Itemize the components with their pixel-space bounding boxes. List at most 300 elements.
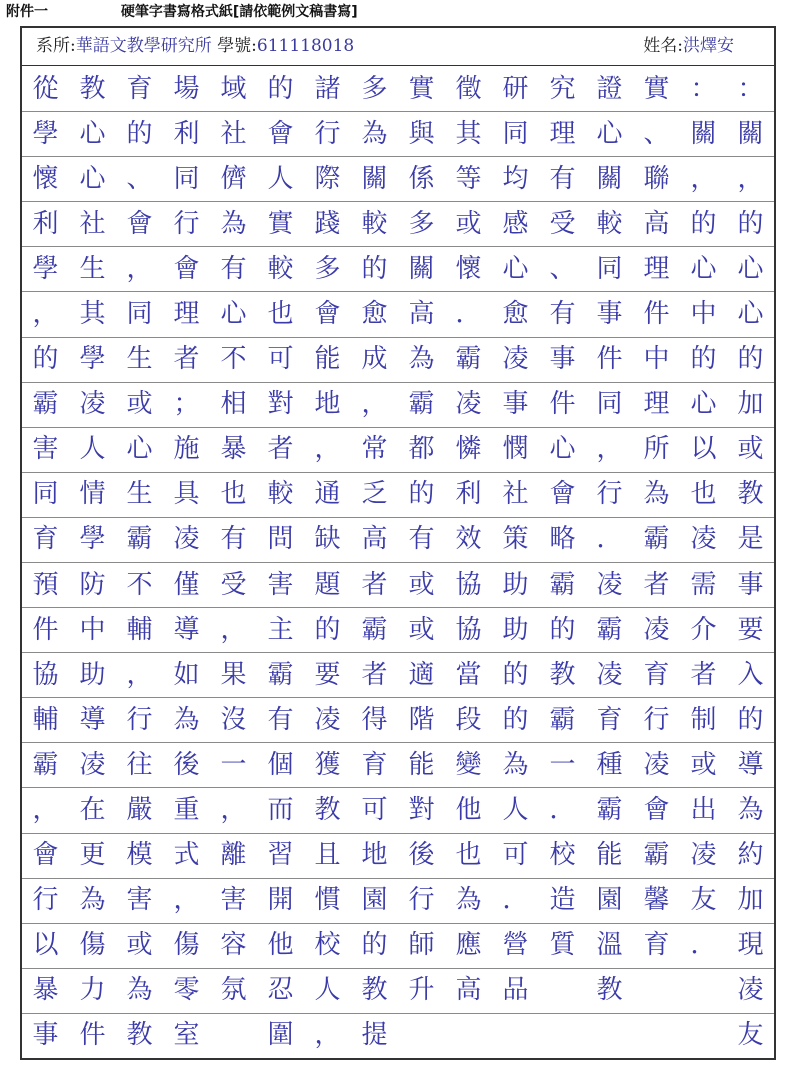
grid-character: ： xyxy=(737,73,764,104)
grid-character: 實 xyxy=(643,73,670,104)
grid-character: 的 xyxy=(361,930,388,961)
grid-character: ： xyxy=(690,73,717,104)
grid-character: 也 xyxy=(220,479,247,510)
grid-character: 加 xyxy=(737,885,764,916)
grid-character: 域 xyxy=(220,73,247,104)
student-id-value: 611118018 xyxy=(256,36,355,56)
grid-character: 圍 xyxy=(267,1020,294,1051)
grid-character: 不 xyxy=(220,344,247,375)
grid-character: ， xyxy=(220,614,247,645)
grid-character: 預 xyxy=(32,569,59,600)
grid-character: 能 xyxy=(596,840,623,871)
grid-character: 件 xyxy=(79,1020,106,1051)
grid-character: 為 xyxy=(455,885,482,916)
grid-character: 研 xyxy=(502,73,529,104)
grid-character: 後 xyxy=(173,749,200,780)
grid-character: 心 xyxy=(549,434,576,465)
grid-character: 、 xyxy=(643,118,670,149)
name-label: 姓名: xyxy=(643,36,683,56)
character-grid xyxy=(22,66,774,1058)
grid-character: 或 xyxy=(126,389,153,420)
grid-character: 凌 xyxy=(173,524,200,555)
grid-character: 當 xyxy=(455,659,482,690)
grid-character: 心 xyxy=(79,118,106,149)
grid-character: 、 xyxy=(549,253,576,284)
grid-character: 且 xyxy=(314,840,341,871)
dept-label: 系所: xyxy=(36,36,76,56)
grid-character: ， xyxy=(361,389,388,420)
grid-character: 階 xyxy=(408,704,435,735)
grid-character: 容 xyxy=(220,930,247,961)
appendix-label: 附件一 xyxy=(6,4,48,20)
grid-character: 利 xyxy=(173,118,200,149)
grid-character: 憫 xyxy=(502,434,529,465)
grid-character: 同 xyxy=(596,389,623,420)
grid-character: 離 xyxy=(220,840,247,871)
grid-character: 凌 xyxy=(690,840,717,871)
grid-character: 從 xyxy=(32,73,59,104)
grid-character: 他 xyxy=(267,930,294,961)
grid-character: 諸 xyxy=(314,73,341,104)
top-note xyxy=(6,0,786,26)
grid-character: 制 xyxy=(690,704,717,735)
grid-character: 行 xyxy=(408,885,435,916)
grid-character: 多 xyxy=(361,73,388,104)
grid-character: 者 xyxy=(361,569,388,600)
grid-character: 理 xyxy=(549,118,576,149)
grid-character: 助 xyxy=(502,614,529,645)
grid-character: 所 xyxy=(643,434,670,465)
grid-character: 感 xyxy=(502,208,529,239)
grid-character: 導 xyxy=(173,614,200,645)
grid-character: 人 xyxy=(267,163,294,194)
grid-character: 育 xyxy=(643,930,670,961)
grid-character: 關 xyxy=(596,163,623,194)
grid-character: 社 xyxy=(79,208,106,239)
grid-character: 會 xyxy=(32,840,59,871)
grid-character: 行 xyxy=(596,479,623,510)
grid-character: 證 xyxy=(596,73,623,104)
grid-character: 等 xyxy=(455,163,482,194)
grid-character: 霸 xyxy=(126,524,153,555)
grid-character: 的 xyxy=(737,344,764,375)
grid-character: 略 xyxy=(549,524,576,555)
grid-character: 其 xyxy=(455,118,482,149)
grid-character: 或 xyxy=(408,614,435,645)
grid-character: 應 xyxy=(455,930,482,961)
grid-character: 教 xyxy=(314,794,341,825)
grid-character: 件 xyxy=(643,298,670,329)
grid-character: ． xyxy=(596,524,623,555)
grid-character: 的 xyxy=(126,118,153,149)
grid-character: 為 xyxy=(502,749,529,780)
grid-character: 暴 xyxy=(32,975,59,1006)
grid-character: 要 xyxy=(737,614,764,645)
grid-character: 為 xyxy=(361,118,388,149)
grid-character: 凌 xyxy=(455,389,482,420)
grid-character: 高 xyxy=(361,524,388,555)
grid-character: 理 xyxy=(643,253,670,284)
grid-character: 懷 xyxy=(32,163,59,194)
grid-character: 實 xyxy=(267,208,294,239)
grid-character: 利 xyxy=(455,479,482,510)
grid-character: 較 xyxy=(267,253,294,284)
grid-character: 施 xyxy=(173,434,200,465)
grid-character: 適 xyxy=(408,659,435,690)
grid-character: 較 xyxy=(596,208,623,239)
grid-character: 成 xyxy=(361,344,388,375)
grid-character: 凌 xyxy=(690,524,717,555)
grid-character: 凌 xyxy=(596,569,623,600)
dept-value: 華語文教學研究所 xyxy=(75,36,212,56)
grid-character: 是 xyxy=(737,524,764,555)
grid-character: 入 xyxy=(737,659,764,690)
grid-character: 協 xyxy=(32,659,59,690)
grid-character: 教 xyxy=(361,975,388,1006)
grid-character: 中 xyxy=(643,344,670,375)
grid-character: 對 xyxy=(267,389,294,420)
grid-character: 害 xyxy=(220,885,247,916)
grid-character: 為 xyxy=(126,975,153,1006)
grid-character: 行 xyxy=(173,208,200,239)
grid-character: 他 xyxy=(455,794,482,825)
grid-character: 社 xyxy=(220,118,247,149)
grid-character: 事 xyxy=(737,569,764,600)
grid-character: 事 xyxy=(549,344,576,375)
grid-character: ， xyxy=(596,434,623,465)
grid-character: 往 xyxy=(126,749,153,780)
grid-character: 凌 xyxy=(314,704,341,735)
grid-character: 以 xyxy=(32,930,59,961)
grid-character: 現 xyxy=(737,930,764,961)
grid-character: 加 xyxy=(737,389,764,420)
grid-character: 為 xyxy=(737,794,764,825)
grid-character: 者 xyxy=(267,434,294,465)
grid-character: 霸 xyxy=(32,749,59,780)
grid-character: 較 xyxy=(361,208,388,239)
grid-character: 園 xyxy=(361,885,388,916)
grid-character: 生 xyxy=(126,344,153,375)
grid-character: 關 xyxy=(737,118,764,149)
grid-character: 要 xyxy=(314,659,341,690)
grid-character: 零 xyxy=(173,975,200,1006)
grid-character: 提 xyxy=(361,1020,388,1051)
grid-character: 主 xyxy=(267,614,294,645)
grid-character: 友 xyxy=(737,1020,764,1051)
grid-character: 中 xyxy=(79,614,106,645)
grid-character: 中 xyxy=(690,298,717,329)
grid-character: 會 xyxy=(267,118,294,149)
grid-character: 為 xyxy=(643,479,670,510)
grid-character: 缺 xyxy=(314,524,341,555)
grid-character: 效 xyxy=(455,524,482,555)
grid-character: 學 xyxy=(79,344,106,375)
grid-character: 懷 xyxy=(455,253,482,284)
grid-character: 或 xyxy=(455,208,482,239)
grid-character: 的 xyxy=(408,479,435,510)
grid-character: 高 xyxy=(408,298,435,329)
grid-character: 升 xyxy=(408,975,435,1006)
grid-character: 在 xyxy=(79,794,106,825)
grid-character: 儕 xyxy=(220,163,247,194)
grid-character: 育 xyxy=(596,704,623,735)
grid-character: 導 xyxy=(79,704,106,735)
grid-character: 理 xyxy=(643,389,670,420)
grid-character: 也 xyxy=(267,298,294,329)
grid-character: 對 xyxy=(408,794,435,825)
grid-character: 憐 xyxy=(455,434,482,465)
grid-character: 導 xyxy=(737,749,764,780)
grid-character: 有 xyxy=(549,298,576,329)
grid-character: ， xyxy=(314,434,341,465)
grid-character: ． xyxy=(549,794,576,825)
grid-character: 地 xyxy=(361,840,388,871)
grid-character: 更 xyxy=(79,840,106,871)
grid-character: 為 xyxy=(408,344,435,375)
grid-character: 獲 xyxy=(314,749,341,780)
grid-character: 害 xyxy=(126,885,153,916)
grid-character: 質 xyxy=(549,930,576,961)
grid-character: 約 xyxy=(737,840,764,871)
grid-character: 可 xyxy=(502,840,529,871)
grid-character: ， xyxy=(220,794,247,825)
grid-character: 不 xyxy=(126,569,153,600)
grid-character: 凌 xyxy=(643,614,670,645)
info-row xyxy=(22,28,774,66)
grid-character: 營 xyxy=(502,930,529,961)
grid-character: 具 xyxy=(173,479,200,510)
grid-character: 愈 xyxy=(502,298,529,329)
grid-character: 一 xyxy=(220,749,247,780)
grid-character: 學 xyxy=(32,118,59,149)
grid-character: 際 xyxy=(314,163,341,194)
grid-character: 心 xyxy=(126,434,153,465)
form-title: 硬筆字書寫格式紙[請依範例文稿書寫] xyxy=(120,4,358,20)
grid-character: 霸 xyxy=(361,614,388,645)
grid-character: 場 xyxy=(173,73,200,104)
grid-character: 霸 xyxy=(549,569,576,600)
grid-character: 可 xyxy=(361,794,388,825)
grid-character: 或 xyxy=(126,930,153,961)
grid-character: 人 xyxy=(79,434,106,465)
grid-character: 協 xyxy=(455,569,482,600)
grid-character: 僅 xyxy=(173,569,200,600)
grid-character: 助 xyxy=(502,569,529,600)
grid-character: 者 xyxy=(643,569,670,600)
grid-character: 受 xyxy=(549,208,576,239)
grid-character: ， xyxy=(690,163,717,194)
grid-character: 愈 xyxy=(361,298,388,329)
grid-character: 的 xyxy=(361,253,388,284)
grid-character: 教 xyxy=(737,479,764,510)
grid-character: 教 xyxy=(549,659,576,690)
grid-character: 生 xyxy=(126,479,153,510)
grid-character: 霸 xyxy=(267,659,294,690)
grid-character: 傷 xyxy=(173,930,200,961)
grid-character: 事 xyxy=(502,389,529,420)
grid-character: 傷 xyxy=(79,930,106,961)
grid-character: 相 xyxy=(220,389,247,420)
grid-character: 校 xyxy=(314,930,341,961)
grid-character: ． xyxy=(455,298,482,329)
grid-character: 輔 xyxy=(32,704,59,735)
grid-character: 害 xyxy=(32,434,59,465)
grid-character: 者 xyxy=(690,659,717,690)
grid-character: 需 xyxy=(690,569,717,600)
grid-character: 輔 xyxy=(126,614,153,645)
dept-field xyxy=(36,28,354,64)
grid-character: 習 xyxy=(267,840,294,871)
grid-character: 關 xyxy=(690,118,717,149)
grid-character: ， xyxy=(737,163,764,194)
grid-character: 霸 xyxy=(596,614,623,645)
grid-character: 題 xyxy=(314,569,341,600)
grid-character: 重 xyxy=(173,794,200,825)
grid-character: 育 xyxy=(32,524,59,555)
grid-character: 行 xyxy=(643,704,670,735)
grid-character: 霸 xyxy=(596,794,623,825)
student-id-label: 學號: xyxy=(217,36,257,56)
grid-character: 多 xyxy=(314,253,341,284)
name-field xyxy=(643,28,734,64)
grid-character: 或 xyxy=(690,749,717,780)
grid-character: 也 xyxy=(690,479,717,510)
grid-character: 有 xyxy=(267,704,294,735)
grid-character: 事 xyxy=(596,298,623,329)
grid-character: 高 xyxy=(455,975,482,1006)
grid-character: 較 xyxy=(267,479,294,510)
grid-character: 種 xyxy=(596,749,623,780)
grid-character: 件 xyxy=(596,344,623,375)
grid-character: 件 xyxy=(549,389,576,420)
grid-character: 心 xyxy=(737,298,764,329)
grid-character: 都 xyxy=(408,434,435,465)
grid-character: 凌 xyxy=(596,659,623,690)
grid-character: 品 xyxy=(502,975,529,1006)
grid-character: 友 xyxy=(690,885,717,916)
grid-character: 室 xyxy=(173,1020,200,1051)
grid-character: 凌 xyxy=(643,749,670,780)
grid-character: 社 xyxy=(502,479,529,510)
grid-character: 心 xyxy=(596,118,623,149)
grid-character: 受 xyxy=(220,569,247,600)
grid-character: 多 xyxy=(408,208,435,239)
grid-character: 或 xyxy=(737,434,764,465)
grid-character: 心 xyxy=(220,298,247,329)
grid-character: 心 xyxy=(690,253,717,284)
grid-character: 為 xyxy=(220,208,247,239)
grid-character: 後 xyxy=(408,840,435,871)
grid-character: 霸 xyxy=(643,840,670,871)
grid-character: 氛 xyxy=(220,975,247,1006)
grid-character: 園 xyxy=(596,885,623,916)
grid-character: 策 xyxy=(502,524,529,555)
grid-character: 常 xyxy=(361,434,388,465)
grid-character: 會 xyxy=(173,253,200,284)
grid-character: 的 xyxy=(737,704,764,735)
grid-character: 式 xyxy=(173,840,200,871)
grid-character: 的 xyxy=(690,344,717,375)
grid-character: 通 xyxy=(314,479,341,510)
grid-character: 如 xyxy=(173,659,200,690)
grid-character: ； xyxy=(173,389,200,420)
grid-character: 師 xyxy=(408,930,435,961)
grid-character: 行 xyxy=(314,118,341,149)
grid-character: 慣 xyxy=(314,885,341,916)
grid-character: 的 xyxy=(314,614,341,645)
grid-character: 協 xyxy=(455,614,482,645)
name-value: 洪燡安 xyxy=(683,36,734,56)
grid-character: 出 xyxy=(690,794,717,825)
grid-character: 個 xyxy=(267,749,294,780)
grid-character: 會 xyxy=(643,794,670,825)
grid-character: ． xyxy=(502,885,529,916)
grid-character: 高 xyxy=(643,208,670,239)
grid-character: 能 xyxy=(314,344,341,375)
grid-character: 一 xyxy=(549,749,576,780)
grid-character: 段 xyxy=(455,704,482,735)
grid-character: 的 xyxy=(502,704,529,735)
grid-character: 害 xyxy=(267,569,294,600)
grid-character: 有 xyxy=(220,524,247,555)
grid-character: 凌 xyxy=(737,975,764,1006)
grid-character: 暴 xyxy=(220,434,247,465)
grid-character: 沒 xyxy=(220,704,247,735)
grid-character: ． xyxy=(690,930,717,961)
grid-character: 事 xyxy=(32,1020,59,1051)
grid-character: 、 xyxy=(126,163,153,194)
grid-character: 果 xyxy=(220,659,247,690)
grid-character: 霸 xyxy=(32,389,59,420)
grid-character: ， xyxy=(32,794,59,825)
grid-character: 與 xyxy=(408,118,435,149)
grid-character: ， xyxy=(126,253,153,284)
grid-character: 生 xyxy=(79,253,106,284)
grid-character: 其 xyxy=(79,298,106,329)
grid-character: 同 xyxy=(502,118,529,149)
grid-character: ， xyxy=(126,659,153,690)
grid-character: 關 xyxy=(361,163,388,194)
grid-character: 防 xyxy=(79,569,106,600)
grid-character: 能 xyxy=(408,749,435,780)
grid-character: 模 xyxy=(126,840,153,871)
grid-character: 踐 xyxy=(314,208,341,239)
grid-character: 以 xyxy=(690,434,717,465)
grid-character: 心 xyxy=(79,163,106,194)
grid-character: 霸 xyxy=(549,704,576,735)
grid-character: 凌 xyxy=(79,389,106,420)
grid-character: 教 xyxy=(126,1020,153,1051)
grid-character: 為 xyxy=(79,885,106,916)
grid-character: 的 xyxy=(32,344,59,375)
grid-character: 介 xyxy=(690,614,717,645)
grid-character: 行 xyxy=(32,885,59,916)
grid-character: 得 xyxy=(361,704,388,735)
grid-character: 者 xyxy=(173,344,200,375)
grid-character: 凌 xyxy=(502,344,529,375)
grid-character: 究 xyxy=(549,73,576,104)
grid-character: ， xyxy=(314,1020,341,1051)
grid-character: 的 xyxy=(502,659,529,690)
grid-character: 會 xyxy=(314,298,341,329)
grid-character: 心 xyxy=(690,389,717,420)
grid-character: 霸 xyxy=(643,524,670,555)
grid-character: 有 xyxy=(549,163,576,194)
writing-sheet xyxy=(20,26,776,1060)
grid-character: 的 xyxy=(690,208,717,239)
grid-character: 育 xyxy=(643,659,670,690)
grid-character: 情 xyxy=(79,479,106,510)
